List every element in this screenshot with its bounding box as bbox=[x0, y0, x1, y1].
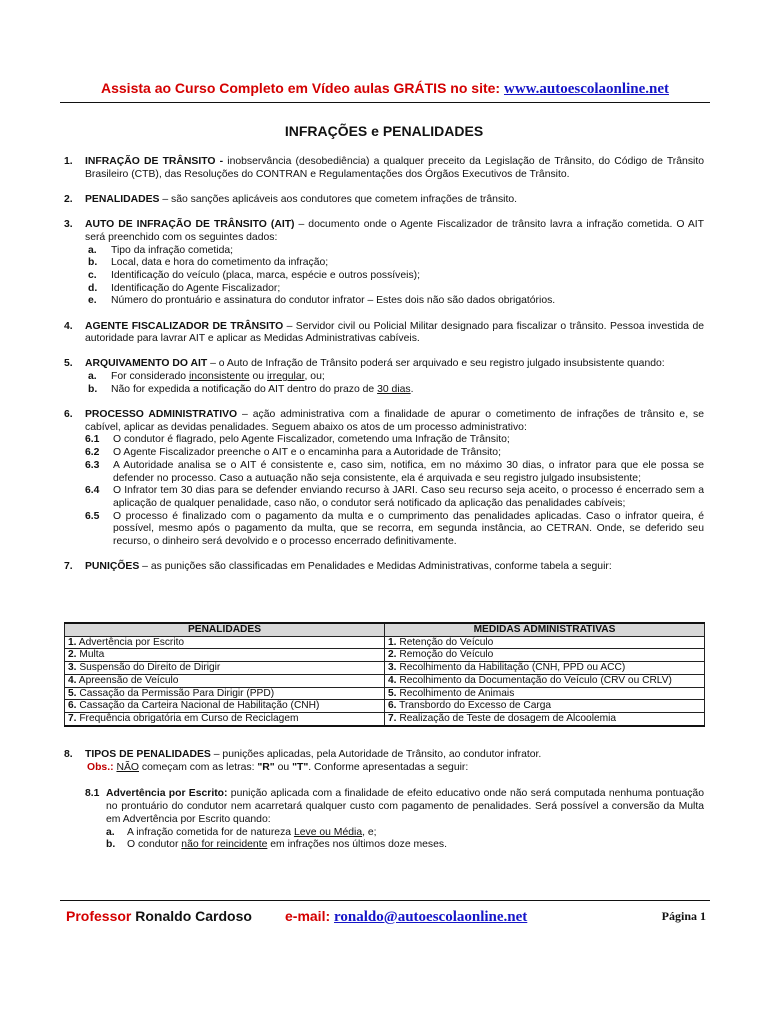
promo-text: Assista ao Curso Completo em Vídeo aulas GRÁTIS no site: bbox=[101, 80, 501, 96]
section-label: PENALIDADES bbox=[85, 193, 160, 205]
list-item bbox=[85, 245, 704, 258]
item-text: Identificação do Agente Fiscalizador; bbox=[111, 282, 281, 294]
item-letter: c. bbox=[88, 269, 97, 281]
item-text: , ou; bbox=[304, 371, 325, 383]
underlined-term: não for reincidente bbox=[181, 839, 268, 851]
table-cell bbox=[385, 712, 705, 725]
item-text: Número do prontuário e assinatura do condutor infrator – Estes dois não são dados obrigatórios. bbox=[111, 295, 556, 307]
list-item bbox=[103, 839, 704, 852]
table-cell bbox=[65, 687, 385, 700]
underlined-term: Leve ou Média bbox=[293, 826, 363, 838]
item-text: For considerado bbox=[111, 371, 189, 383]
underlined-term: NÃO bbox=[116, 761, 139, 773]
cell-text: Recolhimento de Animais bbox=[396, 687, 515, 699]
cell-text: Realização de Teste de dosagem de Alcoolemia bbox=[396, 712, 617, 724]
cell-number: 5. bbox=[68, 687, 77, 699]
item-letter: a. bbox=[88, 244, 97, 256]
item-letter: e. bbox=[88, 295, 97, 307]
cell-number: 4. bbox=[68, 674, 77, 686]
step-number: 6.2 bbox=[85, 447, 100, 459]
page-title: INFRAÇÕES e PENALIDADES bbox=[284, 123, 484, 139]
step-text: A Autoridade analisa se o AIT é consistente e, caso sim, notifica, em no máximo 30 dias, o infrator para que ele possa se defender no processo. Caso a autuação não seja consistente, ela é arquivada e seu registro julgado insubsistente; bbox=[113, 459, 704, 484]
table-cell bbox=[65, 674, 385, 687]
cell-text: Recolhimento da Documentação do Veículo (CRV ou CRLV) bbox=[396, 674, 672, 686]
table-row bbox=[65, 700, 705, 713]
item-text: ou bbox=[249, 371, 267, 383]
list-item bbox=[85, 270, 704, 283]
cell-text: Transbordo do Excesso de Carga bbox=[396, 700, 552, 712]
subsection-text: punição aplicada com a finalidade de efeito educativo onde não será computada nenhuma pontuação no prontuário do condutor nem acarretará qualquer custo com pagamento de penalidades. Será possível a conversão da Multa em Advertência por Escrito quando: bbox=[106, 788, 704, 825]
letter-r: "R" bbox=[257, 761, 275, 773]
section-6 bbox=[64, 409, 704, 549]
cell-text: Frequência obrigatória em Curso de Reciclagem bbox=[76, 712, 299, 724]
footer-email-link[interactable]: ronaldo@autoescolaonline.net bbox=[334, 909, 528, 925]
underlined-term: irregular bbox=[266, 371, 305, 383]
obs-label: Obs.: bbox=[87, 761, 114, 773]
section-text: – Servidor civil ou Policial Militar designado para fiscalizar o trânsito. Pessoa investida de autoridade para lavrar AIT e aplicar as Medidas Administrativas cabíveis. bbox=[85, 320, 705, 345]
page-number: Página 1 bbox=[661, 909, 706, 923]
cell-number: 5. bbox=[388, 687, 397, 699]
section-2 bbox=[64, 194, 704, 207]
section-text: – são sanções aplicáveis aos condutores que cometem infrações de trânsito. bbox=[159, 193, 518, 205]
list-item bbox=[85, 283, 704, 296]
table-cell bbox=[385, 662, 705, 675]
table-row bbox=[65, 636, 705, 649]
list-item bbox=[85, 371, 704, 384]
section-number: 8. bbox=[64, 749, 73, 760]
cell-number: 4. bbox=[388, 674, 397, 686]
section-number: 2. bbox=[64, 193, 73, 205]
section-4 bbox=[64, 321, 704, 346]
obs-note bbox=[85, 762, 704, 775]
cell-number: 1. bbox=[388, 636, 397, 648]
table-cell bbox=[385, 649, 705, 662]
table-cell bbox=[385, 687, 705, 700]
table-cell bbox=[65, 662, 385, 675]
section-number: 6. bbox=[64, 409, 73, 421]
list-item bbox=[85, 257, 704, 270]
step-text: O Agente Fiscalizador preenche o AIT e o encaminha para a Autoridade de Trânsito; bbox=[113, 447, 501, 459]
table-cell bbox=[385, 674, 705, 687]
table-cell bbox=[65, 649, 385, 662]
section-label: INFRAÇÃO DE TRÂNSITO - bbox=[85, 156, 224, 167]
obs-text: começam com as letras: bbox=[138, 761, 258, 773]
list-item bbox=[103, 827, 704, 840]
step-number: 6.3 bbox=[85, 459, 100, 471]
table-row bbox=[65, 674, 705, 687]
table-header-row bbox=[65, 623, 705, 636]
section-label: TIPOS DE PENALIDADES bbox=[85, 749, 211, 760]
table-cell bbox=[65, 700, 385, 713]
process-step bbox=[85, 447, 704, 460]
header-banner bbox=[60, 80, 710, 98]
item-letter: a. bbox=[88, 371, 97, 383]
section-text: – ação administrativa com a finalidade de apurar o cometimento de infrações de trânsito e, se cabível, aplicar as devidas penalidades. Seguem abaixo os atos de um processo administrativo: bbox=[85, 409, 704, 433]
table-row bbox=[65, 662, 705, 675]
subsection-8-1 bbox=[64, 788, 704, 852]
cell-number: 1. bbox=[68, 636, 77, 648]
obs-text: ou bbox=[274, 761, 293, 773]
cell-number: 3. bbox=[68, 662, 77, 674]
letter-t: "T" bbox=[292, 761, 309, 773]
subsection-label: Advertência por Escrito: bbox=[106, 788, 228, 800]
section-text: – o Auto de Infração de Trânsito poderá ser arquivado e seu registro julgado insubsistente quando: bbox=[207, 358, 665, 370]
cell-number: 2. bbox=[388, 649, 397, 661]
item-text: A infração cometida for de natureza bbox=[127, 826, 294, 838]
list-item bbox=[85, 384, 704, 397]
section-text: – documento onde o Agente Fiscalizador de trânsito lavra a infração cometida. O AIT será preenchido com os seguintes dados: bbox=[85, 219, 704, 243]
list-item bbox=[85, 295, 704, 308]
section-label: ARQUIVAMENTO DO AIT bbox=[85, 358, 208, 370]
step-text: O condutor é flagrado, pelo Agente Fiscalizador, cometendo uma Infração de Trânsito; bbox=[113, 434, 510, 446]
item-letter: a. bbox=[106, 826, 115, 838]
item-text: em infrações nos últimos doze meses. bbox=[267, 839, 447, 851]
table-row bbox=[65, 649, 705, 662]
document-body bbox=[64, 156, 704, 586]
cell-number: 2. bbox=[68, 649, 77, 661]
table-cell bbox=[385, 636, 705, 649]
cell-text: Multa bbox=[76, 649, 105, 661]
process-step bbox=[85, 434, 704, 447]
item-text: , e; bbox=[362, 826, 377, 838]
section-number: 1. bbox=[64, 156, 73, 167]
cell-text: Advertência por Escrito bbox=[76, 636, 185, 648]
underlined-term: 30 dias bbox=[377, 383, 411, 395]
section-1 bbox=[64, 156, 704, 181]
subsection-items bbox=[85, 827, 704, 852]
cell-number: 7. bbox=[388, 712, 397, 724]
cell-text: Recolhimento da Habilitação (CNH, PPD ou ACC) bbox=[396, 662, 626, 674]
item-text: O condutor bbox=[127, 839, 182, 851]
cell-number: 3. bbox=[388, 662, 397, 674]
subsection-number: 8.1 bbox=[85, 788, 100, 800]
process-step bbox=[85, 511, 704, 549]
item-letter: b. bbox=[106, 839, 116, 851]
footer-prof-name: Ronaldo Cardoso bbox=[131, 908, 252, 924]
cell-number: 7. bbox=[68, 712, 77, 724]
section-number: 4. bbox=[64, 320, 73, 332]
section-number: 3. bbox=[64, 219, 73, 231]
table-cell bbox=[65, 636, 385, 649]
underlined-term: inconsistente bbox=[188, 371, 250, 383]
cell-text: Retenção do Veículo bbox=[396, 636, 494, 648]
section-text: – as punições são classificadas em Penalidades e Medidas Administrativas, conforme tabela a seguir: bbox=[139, 561, 612, 573]
footer bbox=[66, 908, 706, 924]
section-label: AUTO DE INFRAÇÃO DE TRÂNSITO (AIT) bbox=[85, 219, 295, 231]
section-number: 7. bbox=[64, 561, 73, 573]
section-8 bbox=[64, 749, 704, 852]
step-number: 6.4 bbox=[85, 485, 100, 497]
step-number: 6.1 bbox=[85, 434, 100, 446]
section-5 bbox=[64, 358, 704, 396]
step-number: 6.5 bbox=[85, 510, 100, 522]
item-text: Tipo da infração cometida; bbox=[111, 244, 234, 256]
item-letter: b. bbox=[88, 257, 98, 269]
step-text: O processo é finalizado com o pagamento da multa e o cumprimento das penalidades aplicadas. Caso o infrator queira, é possível, mesmo após o pagamento da multa, que se recorra, em segunda instância, ao CETRAN. Onde, se deferido seu recurso, o dinheiro será devolvido e o processo encerrado definitivamente. bbox=[113, 510, 704, 548]
penalties-table bbox=[64, 622, 705, 727]
footer-prof-label: Professor bbox=[66, 908, 132, 924]
section-number: 5. bbox=[64, 358, 73, 370]
cell-text: Cassação da Permissão Para Dirigir (PPD) bbox=[76, 687, 275, 699]
table-cell bbox=[385, 700, 705, 713]
cell-text: Remoção do Veículo bbox=[396, 649, 494, 661]
footer-divider bbox=[60, 900, 710, 901]
table-cell bbox=[65, 712, 385, 725]
footer-email-block bbox=[285, 908, 527, 926]
item-letter: d. bbox=[88, 282, 98, 294]
cell-text: Apreensão de Veículo bbox=[76, 674, 179, 686]
column-header-penalidades: PENALIDADES bbox=[65, 623, 385, 636]
item-text: . bbox=[410, 383, 414, 395]
item-letter: b. bbox=[88, 383, 98, 395]
table-row bbox=[65, 687, 705, 700]
section-label: PUNIÇÕES bbox=[85, 561, 140, 573]
obs-text: . Conforme apresentadas a seguir: bbox=[308, 761, 469, 773]
item-text: Não for expedida a notificação do AIT dentro do prazo de bbox=[111, 383, 378, 395]
subsection-head bbox=[85, 788, 704, 826]
cell-number: 6. bbox=[388, 700, 397, 712]
item-text: Identificação do veículo (placa, marca, espécie e outros possíveis); bbox=[111, 269, 420, 281]
section-3 bbox=[64, 219, 704, 308]
section-label: PROCESSO ADMINISTRATIVO bbox=[85, 409, 238, 421]
header-divider bbox=[60, 102, 710, 103]
item-text: Local, data e hora do cometimento da infração; bbox=[111, 257, 329, 269]
section-text: – punições aplicadas, pela Autoridade de Trânsito, ao condutor infrator. bbox=[210, 749, 542, 760]
cell-number: 6. bbox=[68, 700, 77, 712]
column-header-medidas: MEDIDAS ADMINISTRATIVAS bbox=[385, 623, 705, 636]
process-step bbox=[85, 460, 704, 485]
section-label: AGENTE FISCALIZADOR DE TRÂNSITO bbox=[85, 320, 284, 332]
section-7 bbox=[64, 561, 704, 574]
cell-text: Cassação da Carteira Nacional de Habilitação (CNH) bbox=[76, 700, 320, 712]
site-link[interactable]: www.autoescolaonline.net bbox=[503, 81, 669, 97]
section-text: inobservância (desobediência) a qualquer preceito da Legislação de Trânsito, do Código de Trânsito Brasileiro (CTB), das Resoluções do CONTRAN e Regulamentações dos Órgãos Executivos de Trânsito. bbox=[85, 156, 704, 180]
cell-text: Suspensão do Direito de Dirigir bbox=[76, 662, 221, 674]
table-row bbox=[65, 712, 705, 725]
process-step bbox=[85, 485, 704, 510]
footer-email-label: e-mail: bbox=[285, 908, 331, 924]
section-8-head bbox=[64, 749, 704, 774]
step-text: O Infrator tem 30 dias para se defender enviando recurso à JARI. Caso seu recurso seja aceito, o processo é encerrado sem a aplicação de qualquer penalidade, caso não, o condutor será notificado da aplicação das penalidades cabíveis; bbox=[113, 485, 704, 509]
